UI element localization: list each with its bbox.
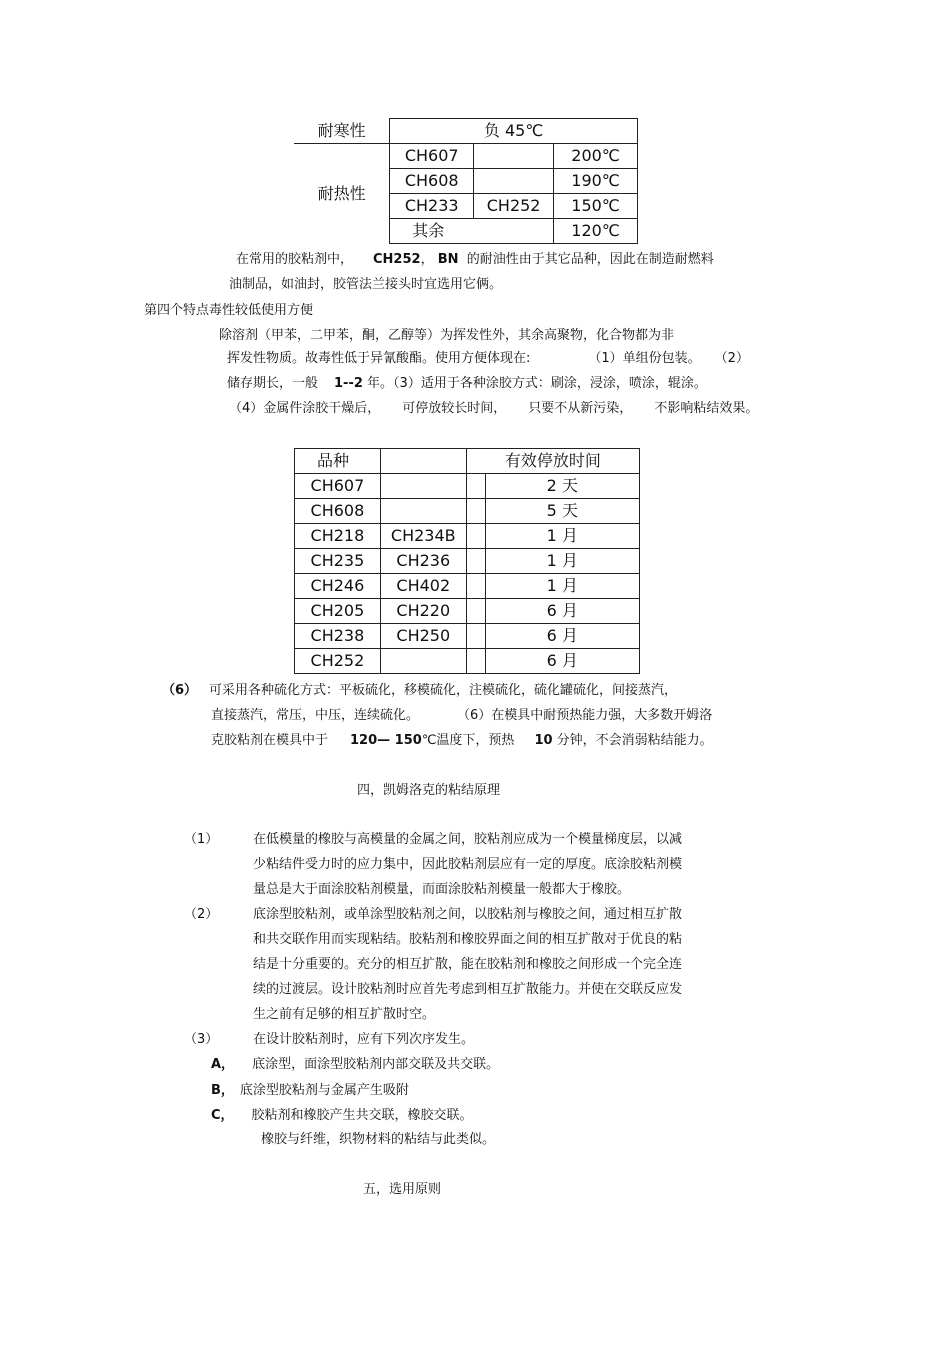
table-cell: 6 月 [485,624,639,649]
table-cell: CH402 [380,574,466,599]
text-line [236,247,714,272]
heading-feature-4: 第四个特点毒性较低使用方便 [144,303,314,318]
table-cell [466,524,485,549]
text-line: 底涂型胶粘剂，或单涂型胶粘剂之间，以胶粘剂与橡胶之间，通过相互扩散 [253,907,683,922]
table-cell: CH607 [390,144,474,169]
table-cell: 1 月 [485,574,639,599]
table-row [295,474,640,499]
text-span: ℃温度下，预热 [421,733,515,748]
text-span: 可采用各种硫化方式：平板硫化，移模硫化，注模硫化，硫化罐硫化，间接蒸汽， [209,683,678,698]
table-cell: CH607 [295,474,381,499]
text-span: （1）单组份包装。 [588,351,701,366]
text-line: 除溶剂（甲苯，二甲苯，酮，乙醇等）为挥发性外，其余高聚物，化合物都为非 [219,328,675,343]
text-line: 橡胶与纤维，织物材料的粘结与此类似。 [261,1132,496,1147]
text-span: 的耐油性由于其它品种，因此在制造耐燃料 [466,252,714,267]
table-row [294,119,638,144]
table-row [295,524,640,549]
table-cell [380,649,466,674]
table-cell: CH252 [474,194,554,219]
text-line: 少粘结件受力时的应力集中，因此胶粘剂层应有一定的厚度。底涂胶粘剂模 [253,857,683,872]
header-storage-time: 有效停放时间 [466,449,639,474]
text-line: 油制品，如油封，胶管法兰接头时宜选用它俩。 [229,277,503,292]
item-number: （3） [184,1032,219,1047]
text-line: 在低模量的橡胶与高模量的金属之间，胶粘剂应成为一个模量梯度层，以减 [253,832,683,847]
text-span: CH252 [373,252,421,267]
sub-item-a [211,1052,499,1077]
table-cell [380,499,466,524]
sub-item-label: B， [211,1083,234,1098]
table-cell: CH235 [295,549,381,574]
table-cell: 其余 [390,219,554,244]
text-line [229,396,758,421]
table-cell: 190℃ [554,169,638,194]
sub-item-label: A， [211,1057,235,1072]
table-cell [466,474,485,499]
text-span: 可停放较长时间， [402,401,507,416]
table-cell: CH233 [390,194,474,219]
text-span: 底涂型胶粘剂与金属产生吸附 [239,1083,409,1098]
table-row [295,649,640,674]
text-line: 和共交联作用而实现粘结。胶粘剂和橡胶界面之间的相互扩散对于优良的粘 [253,932,683,947]
text-span: 胶粘剂和橡胶产生共交联，橡胶交联。 [251,1108,473,1123]
table-row [294,144,638,169]
heat-resistance-table [294,118,638,244]
text-span: 1--2 [334,376,363,391]
text-span: 克胶粘剂在模具中于 [211,733,329,748]
text-line [162,678,677,703]
sub-item-c [211,1103,473,1128]
text-line [211,703,712,728]
item-number: （6） [162,683,198,698]
table-cell: CH234B [380,524,466,549]
table-cell [466,549,485,574]
text-line [227,346,749,371]
table-cell: CH205 [295,599,381,624]
section-5-title: 五，选用原则 [363,1182,442,1197]
table-cell: 2 天 [485,474,639,499]
table-row [295,574,640,599]
text-span: （2） [714,351,749,366]
table-row [295,624,640,649]
table-cell: 120℃ [554,219,638,244]
text-span: 10 [534,733,553,748]
table-row [295,499,640,524]
storage-time-table [294,448,640,674]
table-row [295,449,640,474]
table-cell: CH238 [295,624,381,649]
table-cell: CH236 [380,549,466,574]
table-cell: 1 月 [485,549,639,574]
table-cell [466,574,485,599]
table-cell [466,499,485,524]
table-cell: 6 月 [485,649,639,674]
table-cell: CH220 [380,599,466,624]
sub-item-label: C， [211,1108,234,1123]
table-cell [474,169,554,194]
table-cell: CH250 [380,624,466,649]
text-span: 在常用的胶粘剂中， [236,252,354,267]
text-line: 生之前有足够的相互扩散时空。 [253,1007,436,1022]
text-span: 挥发性物质。故毒性低于异氰酸酯。使用方便体现在: [227,351,531,366]
cold-value: 负 45℃ [390,119,638,144]
table-cell: 200℃ [554,144,638,169]
text-line [227,371,707,396]
table-cell: CH252 [295,649,381,674]
item-number: （2） [184,907,219,922]
text-line: 结是十分重要的。充分的相互扩散，能在胶粘剂和橡胶之间形成一个完全连 [253,957,683,972]
text-span: BN [437,252,459,267]
section-4-title: 四，凯姆洛克的粘结原理 [357,783,501,798]
text-span: （4）金属件涂胶干燥后， [229,401,381,416]
table-cell: 150℃ [554,194,638,219]
table-cell: 5 天 [485,499,639,524]
text-line: 续的过渡层。设计胶粘剂时应首先考虑到相互扩散能力。并使在交联反应发 [253,982,683,997]
header-variety: 品种 [295,449,381,474]
heat-label: 耐热性 [294,144,390,244]
text-span: 不影响粘结效果。 [654,401,759,416]
table-cell [466,624,485,649]
item-number: （1） [184,832,219,847]
text-line: 在设计胶粘剂时，应有下列次序发生。 [253,1032,475,1047]
table-cell: CH608 [295,499,381,524]
table-cell: 6 月 [485,599,639,624]
table-cell: CH246 [295,574,381,599]
table-cell [380,449,466,474]
table-cell: CH218 [295,524,381,549]
table-cell: 1 月 [485,524,639,549]
text-span: 储存期长，一般 [227,376,319,391]
table-row [295,599,640,624]
text-span: 只要不从新污染， [528,401,633,416]
table-cell [474,144,554,169]
text-span: 年。（3）适用于各种涂胶方式：刷涂，浸涂，喷涂，辊涂。 [367,376,707,391]
text-line: 量总是大于面涂胶粘剂模量，而面涂胶粘剂模量一般都大于橡胶。 [253,882,631,897]
text-span: 直接蒸汽，常压，中压，连续硫化。 [211,708,420,723]
text-line [211,728,713,753]
text-span: 底涂型，面涂型胶粘剂内部交联及共交联。 [252,1057,500,1072]
text-span: （6）在模具中耐预热能力强，大多数开姆洛 [457,708,713,723]
table-cell [466,599,485,624]
table-cell: CH608 [390,169,474,194]
table-row [295,549,640,574]
table-cell [380,474,466,499]
paragraph-oil-resistance [236,247,714,272]
text-span: ， [420,252,434,267]
text-span: 分钟，不会消弱粘结能力。 [556,733,713,748]
cold-label: 耐寒性 [294,119,390,144]
table-cell [466,649,485,674]
text-span: 120— 150 [350,733,422,748]
sub-item-b [211,1078,409,1103]
